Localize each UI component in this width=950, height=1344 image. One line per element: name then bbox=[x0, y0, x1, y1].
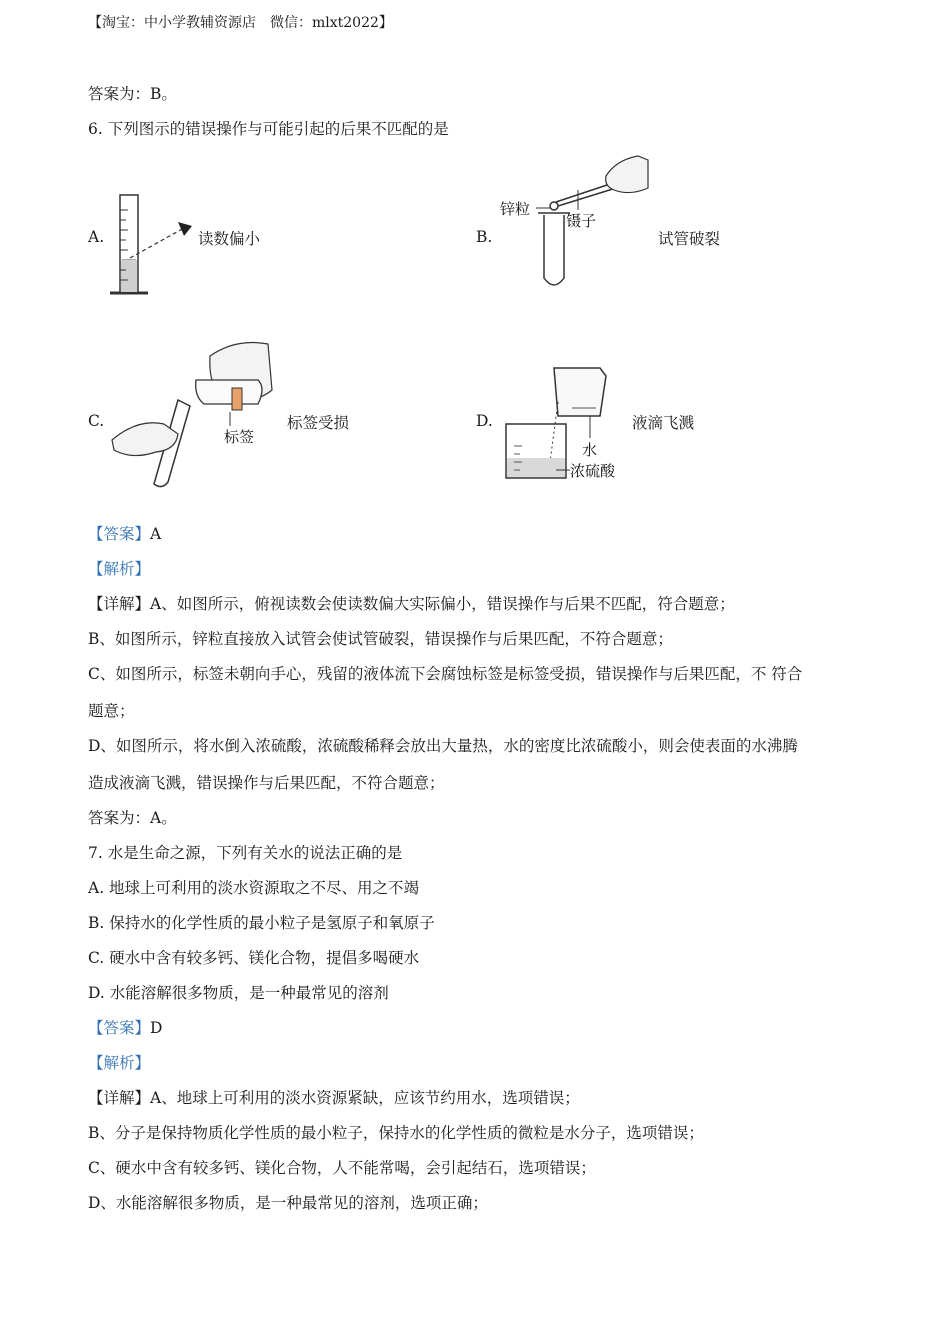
q6-answer-row bbox=[88, 522, 161, 544]
q6-detail-line-3: C、如图所示，标签未朝向手心，残留的液体流下会腐蚀标签是标签受损，错误操作与后果匹配，不 符合 bbox=[88, 665, 803, 683]
pouring-liquid-figure bbox=[108, 334, 283, 489]
q7-detail-tag: 【详解】 bbox=[88, 1089, 151, 1107]
q7-option-a: A. 地球上可利用的淡水资源取之不尽、用之不竭 bbox=[88, 879, 420, 897]
q6-detail-line-4: 题意； bbox=[88, 702, 135, 720]
q6-option-a-letter: A. bbox=[88, 228, 105, 246]
page-header: 【淘宝：中小学教辅资源店 微信：mlxt2022】 bbox=[88, 15, 393, 31]
tweezers-label: 镊子 bbox=[566, 212, 597, 230]
q6-option-d-letter: D. bbox=[476, 412, 493, 430]
q6-stem: 6. 下列图示的错误操作与可能引起的后果不匹配的是 bbox=[88, 120, 449, 138]
q6-detail-line-6: 造成液滴飞溅，错误操作与后果匹配，不符合题意； bbox=[88, 774, 445, 792]
previous-answer: 答案为：B。 bbox=[88, 85, 177, 103]
q7-answer-row bbox=[88, 1016, 162, 1038]
q6-analysis-tag: 【解析】 bbox=[88, 560, 151, 578]
q7-option-c: C. 硬水中含有较多钙、镁化合物，提倡多喝硬水 bbox=[88, 949, 420, 967]
q6-option-a-caption: 读数偏小 bbox=[198, 230, 261, 248]
label-tag-label: 标签 bbox=[224, 428, 255, 446]
water-label: 水 bbox=[582, 441, 598, 459]
sulfuric-acid-label: 浓硫酸 bbox=[570, 462, 616, 480]
q7-answer-tag: 【答案】 bbox=[88, 1019, 151, 1037]
q6-answer-value: A bbox=[150, 525, 162, 543]
q6-option-b-caption: 试管破裂 bbox=[658, 230, 721, 248]
q7-option-b: B. 保持水的化学性质的最小粒子是氢原子和氧原子 bbox=[88, 914, 435, 932]
q6-option-c-caption: 标签受损 bbox=[287, 414, 350, 432]
q6-detail-tag: 【详解】 bbox=[88, 595, 151, 613]
q7-answer-value: D bbox=[150, 1019, 163, 1037]
q6-conclusion: 答案为：A。 bbox=[88, 809, 177, 827]
zinc-label: 锌粒 bbox=[500, 200, 531, 218]
q6-option-c-letter: C. bbox=[88, 412, 105, 430]
q6-detail-line-2: B、如图所示，锌粒直接放入试管会使试管破裂，错误操作与后果匹配，不符合题意； bbox=[88, 630, 673, 648]
q7-detail-line-1: 【详解】A、地球上可利用的淡水资源紧缺，应该节约用水，选项错误； bbox=[88, 1089, 580, 1107]
q7-stem: 7. 水是生命之源，下列有关水的说法正确的是 bbox=[88, 844, 403, 862]
q7-detail-line-3: C、硬水中含有较多钙、镁化合物，人不能常喝，会引起结石，选项错误； bbox=[88, 1159, 596, 1177]
q6-detail-line-1: 【详解】A、如图所示，俯视读数会使读数偏大实际偏小，错误操作与后果不匹配，符合题意； bbox=[88, 595, 735, 613]
q6-answer-tag: 【答案】 bbox=[88, 525, 151, 543]
q6-detail-line-5: D、如图所示，将水倒入浓硫酸，浓硫酸稀释会放出大量热，水的密度比浓硫酸小，则会使表面的水沸腾 bbox=[88, 737, 798, 755]
graduated-cylinder-figure bbox=[108, 190, 208, 300]
q6-option-b-letter: B. bbox=[476, 228, 493, 246]
q6-option-d-caption: 液滴飞溅 bbox=[632, 414, 695, 432]
q7-analysis-tag: 【解析】 bbox=[88, 1054, 151, 1072]
q7-option-d: D. 水能溶解很多物质，是一种最常见的溶剂 bbox=[88, 984, 389, 1002]
dilution-beakers-figure bbox=[500, 362, 640, 487]
test-tube-tweezers-figure bbox=[498, 150, 658, 295]
q7-detail-line-4: D、水能溶解很多物质，是一种最常见的溶剂，选项正确； bbox=[88, 1194, 488, 1212]
q7-detail-line-2: B、分子是保持物质化学性质的最小粒子，保持水的化学性质的微粒是水分子，选项错误； bbox=[88, 1124, 704, 1142]
